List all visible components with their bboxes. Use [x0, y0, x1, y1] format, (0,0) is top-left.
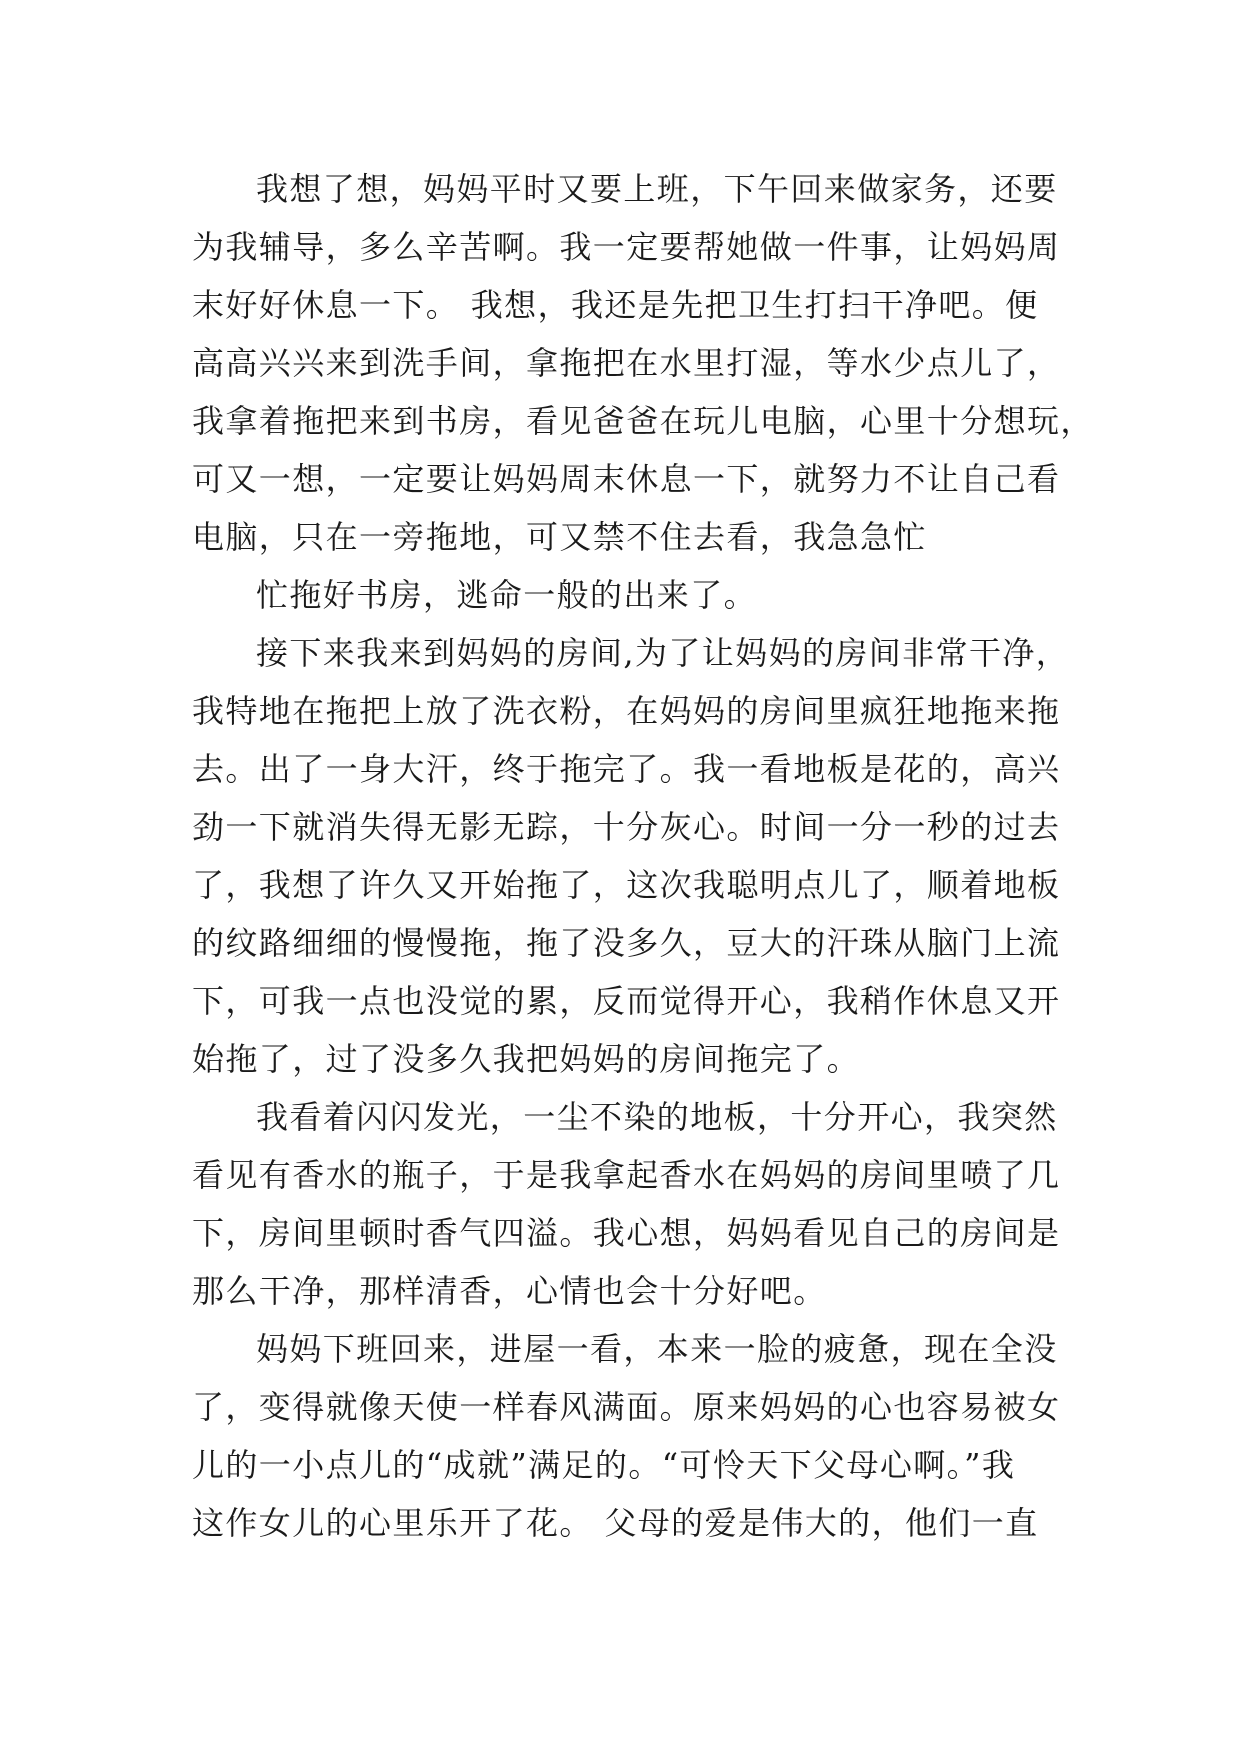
text-line: 可又一想，一定要让妈妈周末休息一下，就努力不让自己看 — [192, 460, 1061, 498]
text-line: 了，变得就像天使一样春风满面。原来妈妈的心也容易被女 — [192, 1388, 1061, 1426]
text-line: 下，可我一点也没觉的累，反而觉得开心，我稍作休息又开 — [192, 982, 1061, 1020]
text-line: 的纹路细细的慢慢拖，拖了没多久，豆大的汗珠从脑门上流 — [192, 924, 1061, 962]
text-line: 我想了想，妈妈平时又要上班，下午回来做家务，还要 — [256, 170, 1058, 208]
text-line: 接下来我来到妈妈的房间,为了让妈妈的房间非常干净， — [256, 634, 1070, 672]
text-line: 为我辅导，多么辛苦啊。我一定要帮她做一件事，让妈妈周 — [192, 228, 1061, 266]
text-line: 我特地在拖把上放了洗衣粉，在妈妈的房间里疯狂地拖来拖 — [192, 692, 1061, 730]
text-line: 去。出了一身大汗，终于拖完了。我一看地板是花的，高兴 — [192, 750, 1061, 788]
text-line: 下，房间里顿时香气四溢。我心想，妈妈看见自己的房间是 — [192, 1214, 1061, 1252]
document-body — [192, 160, 1094, 1552]
text-line: 我拿着拖把来到书房，看见爸爸在玩儿电脑，心里十分想玩， — [192, 402, 1094, 440]
text-line: 始拖了，过了没多久我把妈妈的房间拖完了。 — [192, 1040, 861, 1078]
text-line: 那么干净，那样清香，心情也会十分好吧。 — [192, 1272, 827, 1310]
text-line: 妈妈下班回来，进屋一看，本来一脸的疲惫，现在全没 — [256, 1330, 1058, 1368]
text-line: 电脑，只在一旁拖地，可又禁不住去看，我急急忙 — [192, 518, 927, 556]
text-line: 这作女儿的心里乐开了花。 父母的爱是伟大的，他们一直 — [192, 1504, 1039, 1542]
text-line: 忙拖好书房，逃命一般的出来了。 — [256, 576, 758, 614]
text-line: 高高兴兴来到洗手间，拿拖把在水里打湿，等水少点儿了， — [192, 344, 1061, 382]
text-line: 末好好休息一下。 我想，我还是先把卫生打扫干净吧。便 — [192, 286, 1039, 324]
text-line: 看见有香水的瓶子，于是我拿起香水在妈妈的房间里喷了几 — [192, 1156, 1061, 1194]
text-line: 儿的一小点儿的“成就”满足的。“可怜天下父母心啊。”我 — [192, 1446, 1016, 1484]
text-line: 我看着闪闪发光，一尘不染的地板，十分开心，我突然 — [256, 1098, 1058, 1136]
text-line: 劲一下就消失得无影无踪，十分灰心。时间一分一秒的过去 — [192, 808, 1061, 846]
text-line: 了，我想了许久又开始拖了，这次我聪明点儿了，顺着地板 — [192, 866, 1061, 904]
